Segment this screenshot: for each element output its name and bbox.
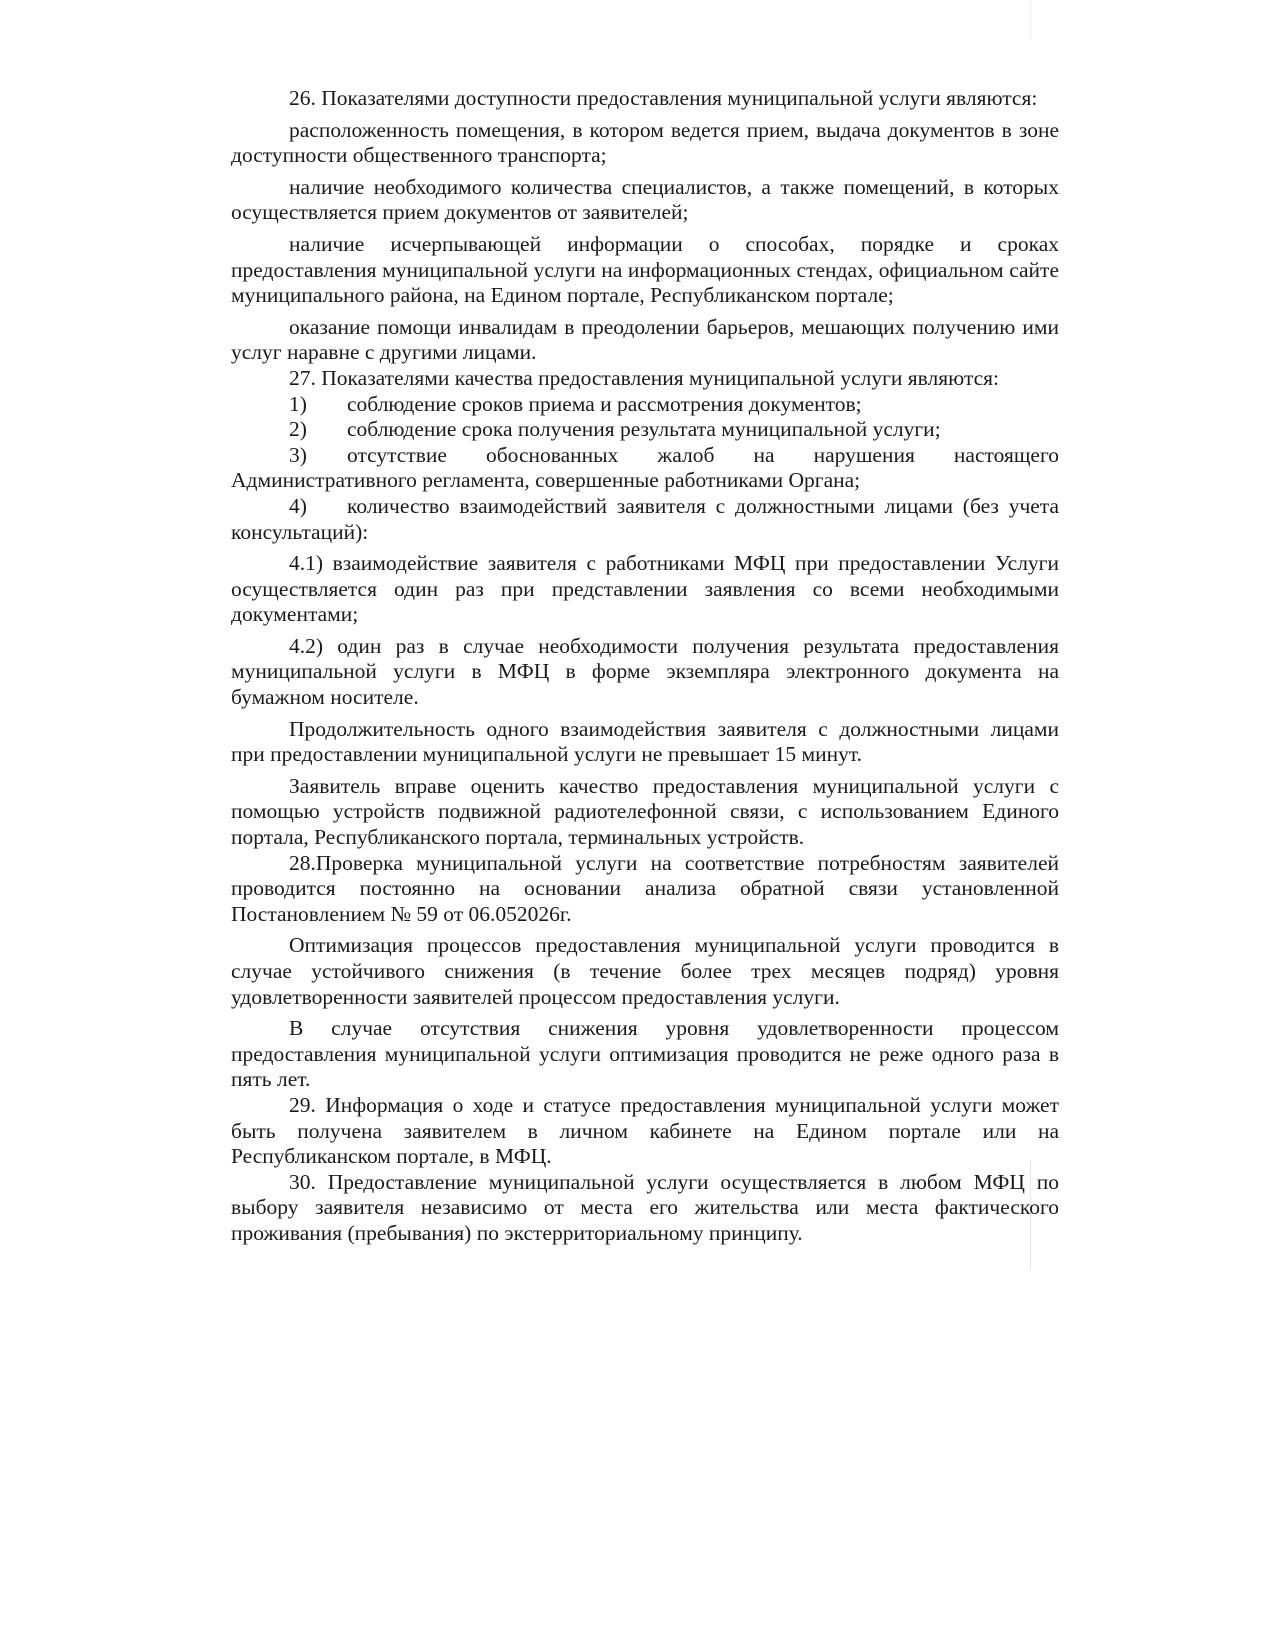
- list-item-number: 2): [289, 417, 307, 442]
- list-item-4: [231, 494, 1059, 545]
- paragraph-26-intro: 26. Показателями доступности предоставления муниципальной услуги являются:: [289, 86, 1038, 110]
- paragraph-28: 28.Проверка муниципальной услуги на соответствие потребностям заявителей проводится постоянно на основании анализа обратной связи установленной Постановлением № 59 от 06.052026г.: [231, 850, 1059, 926]
- paragraph-specialists: наличие необходимого количества специалистов, а также помещений, в которых осуществляется прием документов от заявителей;: [231, 174, 1059, 225]
- paragraph-information: наличие исчерпывающей информации о способах, порядке и сроках предоставления муниципальной услуги на информационных стендах, официальном сайте муниципального района, на Едином портале, Республиканском портале;: [231, 231, 1059, 308]
- paragraph-30: 30. Предоставление муниципальной услуги осуществляется в любом МФЦ по выбору заявителя независимо от места его жительства или места фактического проживания (пребывания) по экстерриториальному принципу.: [231, 1169, 1059, 1245]
- paragraph-4-1: 4.1) взаимодействие заявителя с работниками МФЦ при предоставлении Услуги осуществляется один раз при представлении заявления со всеми необходимыми документами;: [231, 551, 1059, 627]
- list-item-number: 3): [289, 442, 307, 467]
- paragraph-disabled-assistance: оказание помощи инвалидам в преодолении барьеров, мешающих получению ими услуг наравне с другими лицами.: [231, 314, 1059, 365]
- list-item-text: количество взаимодействий заявителя с должностными лицами (без учета консультаций):: [231, 493, 1059, 544]
- list-item-2: [231, 417, 1059, 443]
- paragraph-no-decline: В случае отсутствия снижения уровня удовлетворенности процессом предоставления муниципальной услуги оптимизация проводится не реже одного раза в пять лет.: [231, 1016, 1059, 1092]
- list-item-number: 1): [289, 391, 307, 416]
- list-item-text: соблюдение сроков приема и рассмотрения документов;: [347, 391, 862, 416]
- paragraph-duration: Продолжительность одного взаимодействия заявителя с должностными лицами при предоставлении муниципальной услуги не превышает 15 минут.: [231, 716, 1059, 767]
- list-item-text: соблюдение срока получения результата муниципальной услуги;: [347, 417, 941, 442]
- paragraph-29: 29. Информация о ходе и статусе предоставления муниципальной услуги может быть получена заявителем в личном кабинете на Едином портале или на Республиканском портале, в МФЦ.: [231, 1092, 1059, 1169]
- paragraph-27-intro: 27. Показателями качества предоставления муниципальной услуги являются:: [289, 365, 1000, 390]
- paragraph-evaluation: Заявитель вправе оценить качество предоставления муниципальной услуги с помощью устройств подвижной радиотелефонной связи, с использованием Единого портала, Республиканского портала, терминальных устройств.: [231, 773, 1059, 850]
- list-item-1: [231, 392, 1059, 418]
- paragraph-optimization: Оптимизация процессов предоставления муниципальной услуги проводится в случае устойчивого снижения (в течение более трех месяцев подряд) уровня удовлетворенности заявителей процессом предоставления услуги.: [231, 933, 1059, 1009]
- scan-edge-mark-top: [1030, 0, 1031, 40]
- paragraph-location: расположенность помещения, в котором ведется прием, выдача документов в зоне доступности общественного транспорта;: [231, 117, 1059, 168]
- list-item-3: [231, 443, 1059, 494]
- list-item-text: отсутствие обоснованных жалоб на нарушения настоящего Административного регламента, совершенные работниками Органа;: [231, 442, 1059, 493]
- list-item-number: 4): [289, 493, 307, 518]
- document-body: [231, 86, 1059, 1247]
- paragraph-4-2: 4.2) один раз в случае необходимости получения результата предоставления муниципальной услуги в МФЦ в форме экземпляра электронного документа на бумажном носителе.: [231, 633, 1059, 710]
